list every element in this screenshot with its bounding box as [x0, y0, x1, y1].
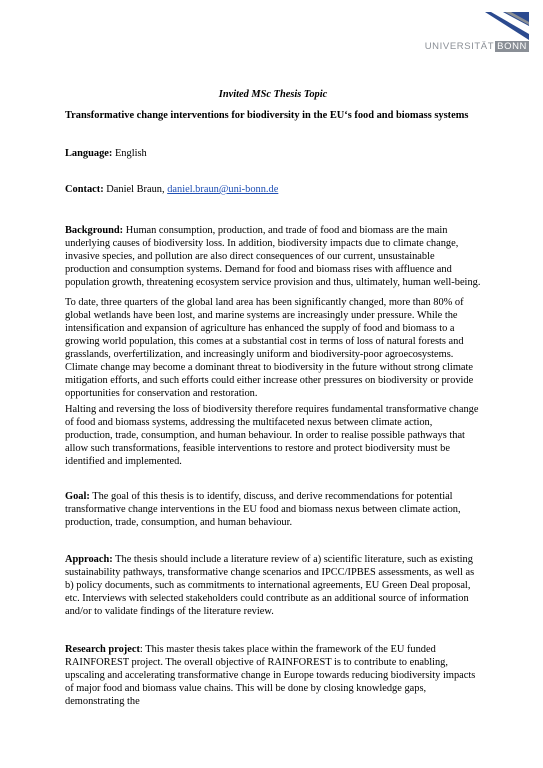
background-text-1: Human consumption, production, and trade of food and biomass are the main underlying causes of biodiversity loss. In addition, biodiversity impacts due to climate change, invasive species, and pollution are also direct consequences of our current, unsustainable production and consumption systems. Demand for food and biomass rises with affluence and population growth, threatening ecosystem service provision and thus, ultimately, human well-being.	[65, 225, 481, 288]
logo-wordmark	[425, 41, 529, 52]
logo-university-text: UNIVERSITÄT	[424, 41, 495, 52]
approach-section	[65, 553, 481, 618]
logo-emblem-icon	[485, 12, 529, 40]
background-paragraph-2	[65, 296, 481, 400]
contact-line	[65, 183, 481, 196]
approach-text: The thesis should include a literature review of a) scientific literature, such as existing sustainability pathways, transformative change scenarios and IPCC/IPBES assessments, as well as b) policy documents, such as commitments to international agreements, EU Green Deal proposal, etc. Interviews with selected stakeholders could contribute as an additional source of information and/or to validate findings of the literature review.	[65, 554, 475, 617]
background-text-2: To date, three quarters of the global land area has been significantly changed, more than 80% of global wetlands have been lost, and marine systems are increasingly under pressure. While the intensification and expansion of agriculture has enhanced the supply of food and biomass to a growing world population, this comes at a substantial cost in terms of loss of natural forests and grasslands, overfertilization, and increasingly uniform and biodiversity-poor agroecosystems. Climate change may become a dominant threat to biodiversity in the future without strong climate mitigation efforts, and such efforts could either increase other pressures on biodiversity or provide opportunities for conservation and restoration.	[65, 297, 474, 399]
background-paragraph-3	[65, 403, 481, 468]
contact-email-link[interactable]: daniel.braun@uni-bonn.de	[167, 184, 279, 195]
goal-text: The goal of this thesis is to identify, discuss, and derive recommendations for potential transformative change interventions in the EU food and biomass nexus between climate action, production, trade, consumption, and human behaviour.	[65, 491, 461, 528]
goal-label: Goal:	[65, 491, 90, 502]
logo-bonn-text: BONN	[497, 41, 527, 52]
research-section	[65, 643, 481, 708]
thesis-title: Transformative change interventions for biodiversity in the EU‘s food and biomass systems	[65, 110, 469, 121]
goal-section	[65, 490, 481, 529]
background-label: Background:	[65, 225, 124, 236]
background-section	[65, 224, 481, 289]
background-paragraph-1	[65, 224, 481, 289]
university-logo	[389, 12, 529, 54]
approach-label: Approach:	[65, 554, 113, 565]
language-label: Language:	[65, 148, 113, 159]
language-value: English	[114, 148, 147, 159]
background-text-3: Halting and reversing the loss of biodiversity therefore requires fundamental transformative change of food and biomass systems, addressing the multifaceted nexus between climate action, production, trade, consumption, and human behaviour. In order to realise possible pathways that allow such transformations, feasible interventions to restore and protect biodiversity must be identified and implemented.	[65, 404, 479, 467]
contact-name: Daniel Braun,	[106, 184, 165, 195]
document-heading: Invited MSc Thesis Topic	[218, 89, 328, 100]
language-line	[65, 147, 481, 160]
contact-label: Contact:	[65, 184, 104, 195]
research-label: Research project	[65, 644, 140, 655]
research-text: : This master thesis takes place within the framework of the EU funded RAINFOREST project. The overall objective of RAINFOREST is to contribute to enabling, upscaling and accelerating transformative change in Europe towards reducing biodiversity impacts of major food and biomass value chains. This will be done by closing knowledge gaps, demonstrating the	[65, 644, 476, 707]
